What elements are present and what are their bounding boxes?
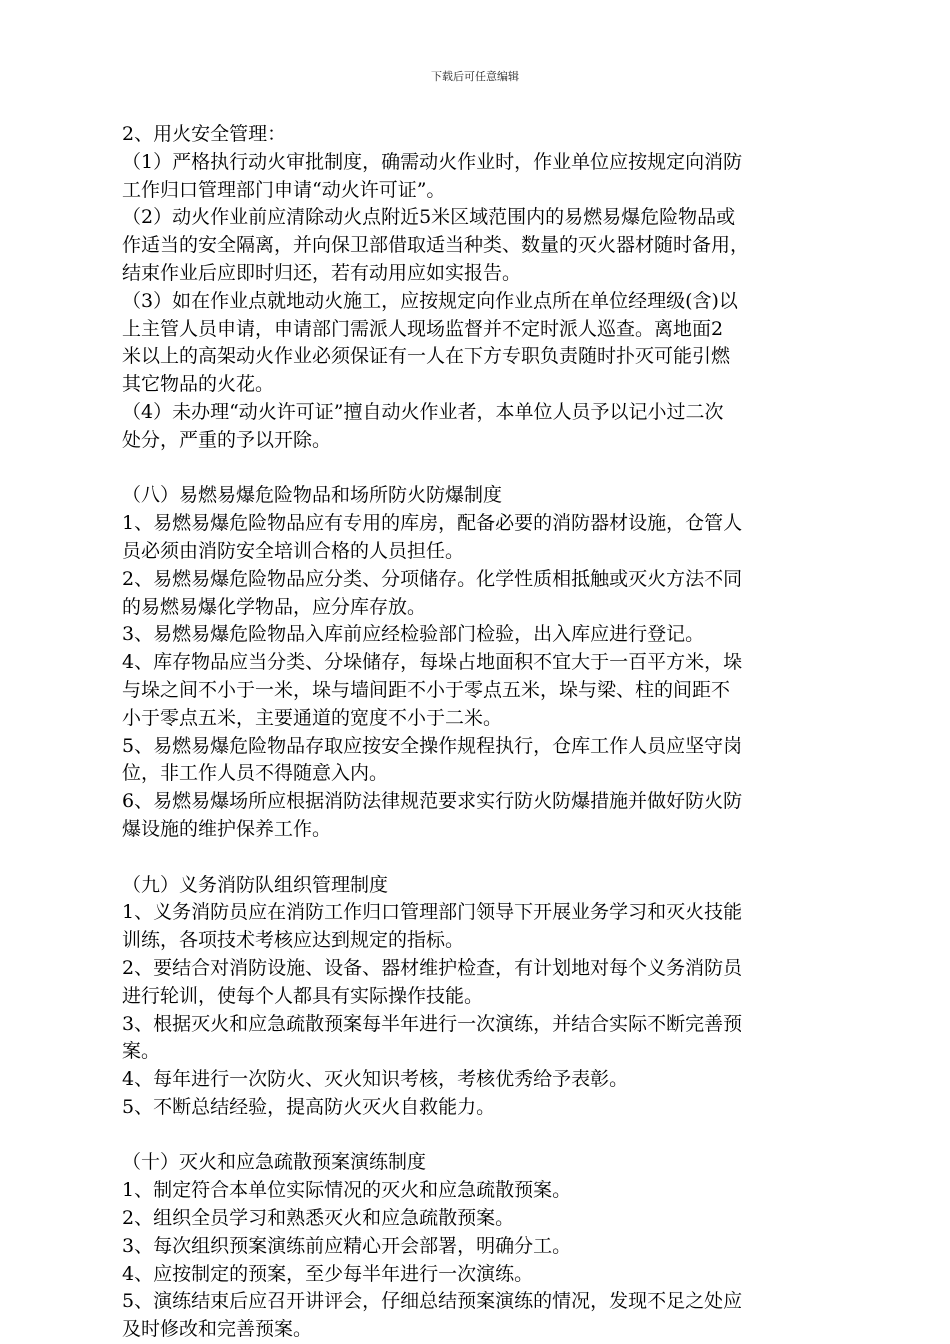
- text-line: 位，非工作人员不得随意入内。: [122, 762, 389, 785]
- text-line: 米以上的高架动火作业必须保证有一人在下方专职负责随时扑灭可能引燃: [122, 345, 731, 368]
- header-note: 下载后可任意编辑: [431, 70, 519, 83]
- text-line: 及时修改和完善预案。: [122, 1318, 313, 1341]
- text-line: 训练，各项技术考核应达到规定的指标。: [122, 929, 465, 952]
- text-line: 5、易燃易爆危险物品存取应按安全操作规程执行，仓库工作人员应坚守岗: [122, 734, 743, 757]
- document-body: [122, 121, 862, 1344]
- text-line: 工作归口管理部门申请“动火许可证”。: [122, 178, 446, 201]
- text-line: 员必须由消防安全培训合格的人员担任。: [122, 539, 465, 562]
- text-line: 爆设施的维护保养工作。: [122, 817, 332, 840]
- text-line: 与垛之间不小于一米，垛与墙间距不小于零点五米，垛与梁、柱的间距不: [122, 678, 731, 701]
- section-gap: [122, 844, 862, 872]
- section-title: （十）灭火和应急疏散预案演练制度: [122, 1151, 427, 1174]
- text-line: 4、应按制定的预案，至少每半年进行一次演练。: [122, 1262, 534, 1285]
- text-line: 1、易燃易爆危险物品应有专用的库房，配备必要的消防器材设施，仓管人: [122, 512, 743, 535]
- text-line: 作适当的安全隔离，并向保卫部借取适当种类、数量的灭火器材随时备用，: [122, 234, 750, 257]
- text-line: 进行轮训，使每个人都具有实际操作技能。: [122, 984, 484, 1007]
- text-line: （2）动火作业前应清除动火点附近5米区域范围内的易燃易爆危险物品或: [122, 206, 736, 229]
- text-line: （1）严格执行动火审批制度，确需动火作业时，作业单位应按规定向消防: [122, 150, 743, 173]
- text-line: 2、组织全员学习和熟悉灭火和应急疏散预案。: [122, 1207, 515, 1230]
- text-line: 案。: [122, 1040, 161, 1063]
- text-line: 5、演练结束后应召开讲评会，仔细总结预案演练的情况，发现不足之处应: [122, 1290, 743, 1313]
- text-line: 3、易燃易爆危险物品入库前应经检验部门检验，出入库应进行登记。: [122, 623, 705, 646]
- section-gap: [122, 1122, 862, 1150]
- text-line: （3）如在作业点就地动火施工，应按规定向作业点所在单位经理级(含)以: [122, 289, 738, 312]
- text-line: 上主管人员申请，申请部门需派人现场监督并不定时派人巡查。离地面2: [122, 317, 724, 340]
- text-line: 4、每年进行一次防火、灭火知识考核，考核优秀给予表彰。: [122, 1068, 629, 1091]
- text-line: 1、义务消防员应在消防工作归口管理部门领导下开展业务学习和灭火技能: [122, 901, 743, 924]
- text-line: 小于零点五米，主要通道的宽度不小于二米。: [122, 706, 503, 729]
- document-blocks: [122, 121, 862, 1344]
- text-line: 3、根据灭火和应急疏散预案每半年进行一次演练，并结合实际不断完善预: [122, 1012, 743, 1035]
- section-gap: [122, 455, 862, 483]
- text-line: 2、易燃易爆危险物品应分类、分项储存。化学性质相抵触或灭火方法不同: [122, 567, 743, 590]
- section-title: （八）易燃易爆危险物品和场所防火防爆制度: [122, 484, 503, 507]
- text-line: 结束作业后应即时归还，若有动用应如实报告。: [122, 261, 522, 284]
- text-line: 其它物品的火花。: [122, 373, 275, 396]
- text-line: 6、易燃易爆场所应根据消防法律规范要求实行防火防爆措施并做好防火防: [122, 790, 743, 813]
- text-line: 2、要结合对消防设施、设备、器材维护检查，有计划地对每个义务消防员: [122, 956, 743, 979]
- text-line: 3、每次组织预案演练前应精心开会部署，明确分工。: [122, 1234, 572, 1257]
- section-title: （九）义务消防队组织管理制度: [122, 873, 389, 896]
- text-line: 5、不断总结经验，提高防火灭火自救能力。: [122, 1095, 496, 1118]
- text-line: 4、库存物品应当分类、分垛储存，每垛占地面积不宜大于一百平方米，垛: [122, 651, 743, 674]
- text-line: 的易燃易爆化学物品，应分库存放。: [122, 595, 427, 618]
- text-line: （4）未办理“动火许可证”擅自动火作业者，本单位人员予以记小过二次: [122, 400, 724, 423]
- text-line: 处分，严重的予以开除。: [122, 428, 332, 451]
- text-line: 2、用火安全管理：: [122, 123, 287, 145]
- text-line: 1、制定符合本单位实际情况的灭火和应急疏散预案。: [122, 1179, 572, 1202]
